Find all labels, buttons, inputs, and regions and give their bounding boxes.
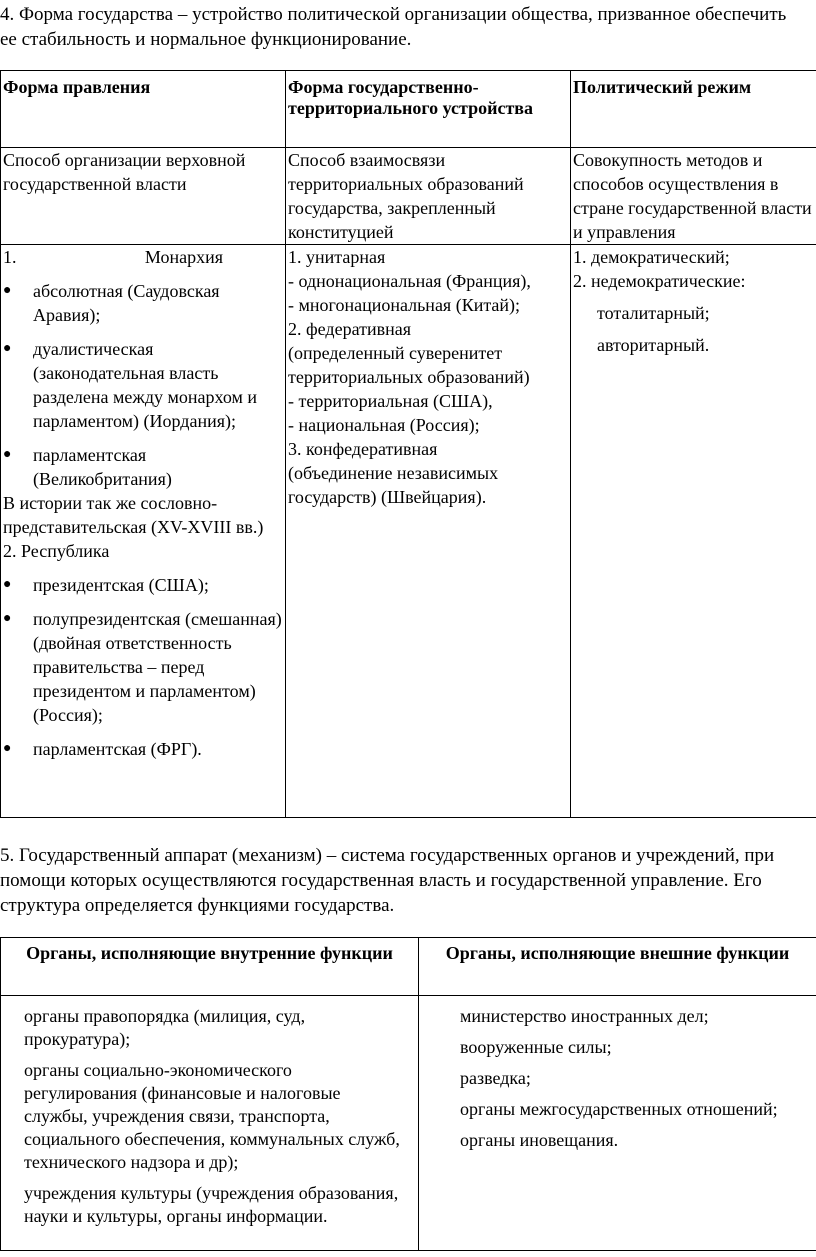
monarchy-title [3,245,283,269]
history-note: В истории так же сословно-представительская (XV-XVIII вв.) [3,493,264,537]
list-item [3,279,283,327]
federal-note: (определенный суверенитет территориальных образований) [288,343,530,387]
parliamentary-monarchy: парламентская (Великобритания) [33,445,172,489]
internal-functions-cell [1,996,419,1251]
state-form-table [0,70,816,818]
definition-territorial-structure: Способ взаимосвязи территориальных образований государства, закрепленный конституцией [286,148,571,245]
nondemocratic-regime: 2. недемократические: [573,271,746,291]
unitary-title: 1. унитарная [288,247,386,267]
federal-national: - национальная (Россия); [288,415,480,435]
table-row [1,996,816,1251]
democratic-regime: 1. демократический; [573,247,730,267]
semi-presidential-republic: полупрезидентская (смешанная) (двойная ответственность правительства – перед президентом и парламентом) (Россия); [33,609,282,725]
list-item: органы социально-экономического регулирования (финансовые и налоговые службы, учреждения связи, транспорта, социального обеспечения, коммунальных служб, технического надзора и др); [24,1060,400,1172]
forms-of-government-cell [1,245,286,818]
list-item: органы межгосударственных отношений; [460,1099,778,1119]
bullet-icon: ● [3,611,12,626]
list-item [3,737,283,761]
state-apparatus-table [0,937,816,1251]
section-4-intro: 4. Форма государства – устройство политической организации общества, призванное обеспечить ее стабильность и нормальное функционирование. [0,4,787,50]
list-item [3,443,283,491]
table-header-row [1,71,816,148]
list-item: разведка; [460,1068,531,1088]
political-regime-cell [571,245,816,818]
external-functions-cell [419,996,816,1251]
definition-form-of-government: Способ организации верховной государственной власти [1,148,286,245]
confederal-note: (объединение независимых государств) (Швейцария). [288,463,499,507]
list-item: учреждения культуры (учреждения образования, науки и культуры, органы информации. [24,1183,399,1226]
authoritarian-regime: авторитарный. [597,335,710,355]
list-item [3,337,283,433]
federal-title: 2. федеративная [288,319,411,339]
parliamentary-republic: парламентская (ФРГ). [33,739,202,759]
unitary-single-nation: - однонациональная (Франция), [288,271,531,291]
list-item: органы правопорядка (милиция, суд, прокуратура); [24,1006,306,1049]
unitary-multi-nation: - многонациональная (Китай); [288,295,521,315]
presidential-republic: президентская (США); [33,575,209,595]
list-item [3,607,283,727]
list-item [3,573,283,597]
territorial-structure-cell [286,245,571,818]
republic-title: 2. Республика [3,541,110,561]
list-item: министерство иностранных дел; [460,1006,709,1026]
bullet-icon: ● [3,741,12,756]
bullet-icon: ● [3,341,12,356]
dualistic-monarchy: дуалистическая (законодательная власть разделена между монархом и парламентом) (Иордания); [33,339,257,431]
absolute-monarchy: абсолютная (Саудовская Аравия); [33,281,220,325]
definition-political-regime: Совокупность методов и способов осуществления в стране государственной власти и управления [571,148,816,245]
list-item: органы иновещания. [460,1130,619,1150]
monarchy-number: 1. [3,247,17,267]
monarchy-label: Монархия [144,247,223,267]
header-internal-functions: Органы, исполняющие внутренние функции [1,938,419,996]
header-form-of-government: Форма правления [1,71,286,148]
table-row [1,148,816,245]
section-5-intro: 5. Государственный аппарат (механизм) – система государственных органов и учреждений, при помощи которых осуществляются государственная власть и государственной управление. Его структура определяется функциями государства. [0,845,775,916]
header-political-regime: Политический режим [571,71,816,148]
bullet-icon: ● [3,283,12,298]
header-external-functions: Органы, исполняющие внешние функции [419,938,816,996]
bullet-icon: ● [3,447,12,462]
totalitarian-regime: тоталитарный; [597,303,710,323]
list-item: вооруженные силы; [460,1037,612,1057]
table-header-row [1,938,816,996]
bullet-icon: ● [3,577,12,592]
confederal-title: 3. конфедеративная [288,439,438,459]
header-territorial-structure: Форма государственно-территориального устройства [286,71,571,148]
federal-territorial: - территориальная (США), [288,391,493,411]
table-row [1,245,816,818]
